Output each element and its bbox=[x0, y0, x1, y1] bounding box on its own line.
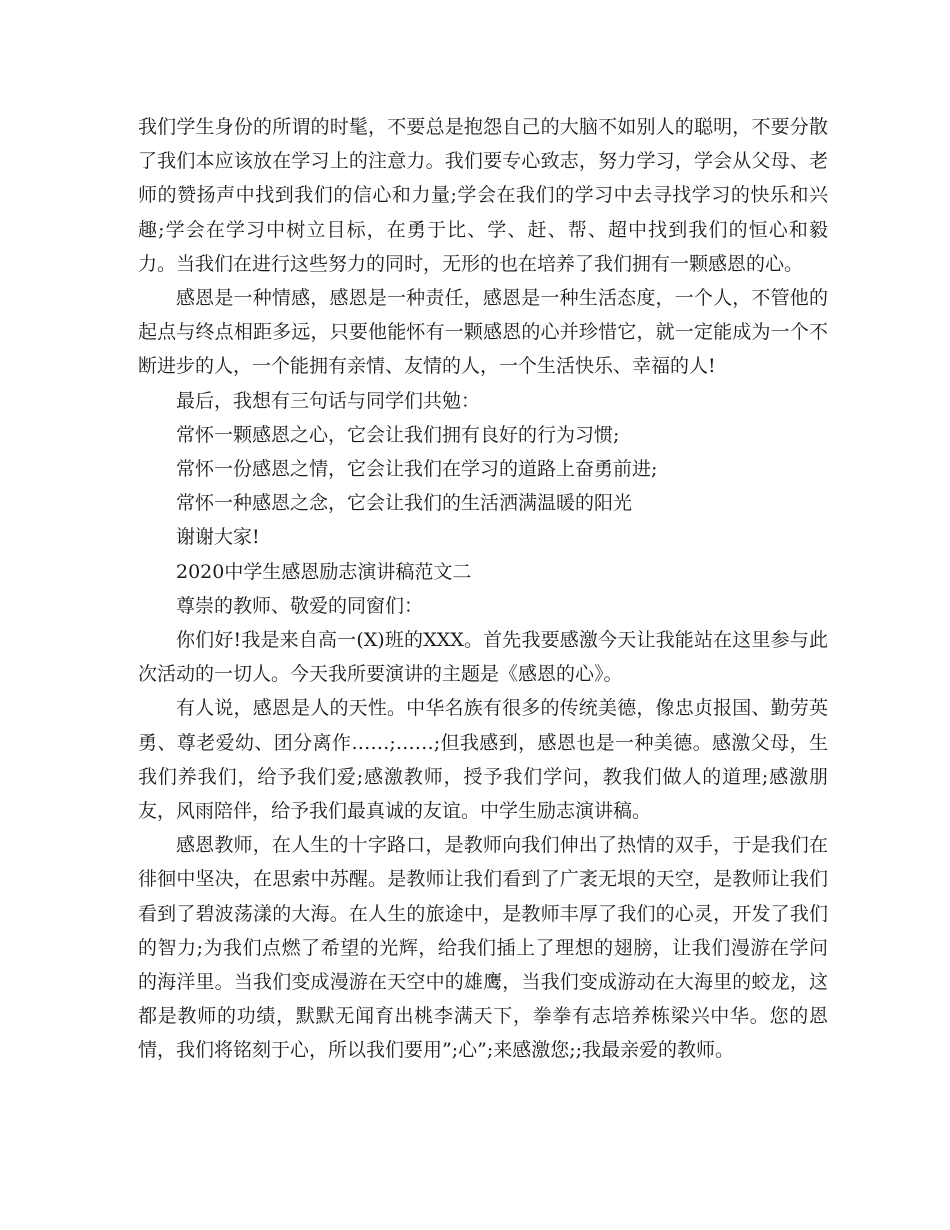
paragraph: 有人说，感恩是人的天性。中华名族有很多的传统美德，像忠贞报国、勤劳英勇、尊老爱幼、团分离作……;……;但我感到，感恩也是一种美德。感激父母，生我们养我们，给予我们爱;感激教师，授予我们学问，教我们做人的道理;感激朋友，风雨陪伴，给予我们最真诚的友谊。中学生励志演讲稿。 bbox=[138, 697, 828, 823]
section-heading: 2020中学生感恩励志演讲稿范文二 bbox=[176, 560, 472, 583]
paragraph: 常怀一颗感恩之心，它会让我们拥有良好的行为习惯; bbox=[176, 423, 620, 446]
paragraph: 我们学生身份的所谓的时髦，不要总是抱怨自己的大脑不如别人的聪明，不要分散了我们本应该放在学习上的注意力。我们要专心致志，努力学习，学会从父母、老师的赞扬声中找到我们的信心和力量;学会在我们的学习中去寻找学习的快乐和兴趣;学会在学习中树立目标，在勇于比、学、赶、帮、超中找到我们的恒心和毅力。当我们在进行这些努力的同时，无形的也在培养了我们拥有一颗感恩的心。 bbox=[138, 116, 828, 275]
paragraph: 常怀一种感恩之念，它会让我们的生活洒满温暖的阳光 bbox=[176, 492, 633, 515]
paragraph: 你们好!我是来自高一(X)班的XXX。首先我要感激今天让我能站在这里参与此次活动的一切人。今天我所要演讲的主题是《感恩的心》。 bbox=[138, 629, 828, 686]
paragraph: 感恩教师，在人生的十字路口，是教师向我们伸出了热情的双手，于是我们在徘徊中坚决，在思索中苏醒。是教师让我们看到了广袤无垠的天空，是教师让我们看到了碧波荡漾的大海。在人生的旅途中，是教师丰厚了我们的心灵，开发了我们的智力;为我们点燃了希望的光辉，给我们插上了理想的翅膀，让我们漫游在学问的海洋里。当我们变成漫游在天空中的雄鹰，当我们变成游动在大海里的蛟龙，这都是教师的功绩，默默无闻育出桃李满天下，拳拳有志培养栋梁兴中华。您的恩情，我们将铭刻于心，所以我们要用”;心”;来感激您;;我最亲爱的教师。 bbox=[138, 834, 828, 1062]
document-body bbox=[138, 110, 828, 1068]
paragraph: 常怀一份感恩之情，它会让我们在学习的道路上奋勇前进; bbox=[176, 458, 658, 481]
salutation: 尊崇的教师、敬爱的同窗们： bbox=[176, 594, 424, 617]
paragraph: 最后，我想有三句话与同学们共勉： bbox=[176, 389, 481, 412]
paragraph: 感恩是一种情感，感恩是一种责任，感恩是一种生活态度，一个人，不管他的起点与终点相距多远，只要他能怀有一颗感恩的心并珍惜它，就一定能成为一个不断进步的人，一个能拥有亲情、友情的人，一个生活快乐、幸福的人! bbox=[138, 287, 828, 378]
paragraph: 谢谢大家! bbox=[176, 526, 260, 549]
